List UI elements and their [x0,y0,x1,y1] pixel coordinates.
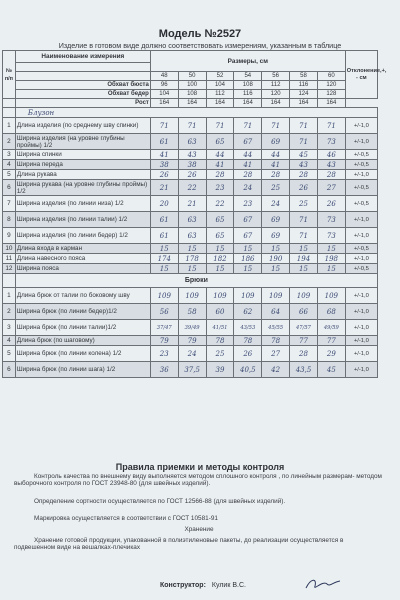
height-value: 164 [178,99,206,108]
row-number: 12 [3,264,16,274]
row-number: 5 [3,170,16,180]
measurement-value: 45 [290,150,318,160]
measurement-value: 15 [150,244,178,254]
tolerance-value: +/-1,0 [345,346,377,362]
bust-value: 120 [317,81,345,90]
blouson-row [3,170,378,180]
measurement-value: 61 [150,212,178,228]
measurement-name: Длина рукава [15,170,150,180]
row-number: 7 [3,196,16,212]
col-header-number: № п/п [3,51,16,99]
height-value: 164 [317,99,345,108]
measurement-value: 190 [262,254,290,264]
trousers-row [3,362,378,378]
row-number: 3 [3,150,16,160]
measurement-value: 182 [206,254,234,264]
tolerance-value: +/-1,0 [345,118,377,134]
measurement-value: 71 [262,118,290,134]
measurement-value: 71 [290,134,318,150]
measurement-value: 15 [290,264,318,274]
measurement-value: 47/57 [290,320,318,336]
measurement-value: 109 [262,288,290,304]
measurement-name: Длина брюк от талии по боковому шву [15,288,150,304]
trousers-row [3,304,378,320]
tolerance-value: +/-0,5 [345,160,377,170]
tolerance-value: +/-0,5 [345,264,377,274]
measurement-value: 71 [290,228,318,244]
blouson-row [3,254,378,264]
measurement-value: 28 [290,346,318,362]
measurement-value: 15 [206,244,234,254]
measurement-name: Ширина изделия (по линии низа) 1/2 [15,196,150,212]
measurement-value: 79 [178,336,206,346]
col-header-tolerance: Отклонение,+, - см [345,51,377,99]
blouson-row [3,244,378,254]
measurement-value: 15 [234,264,262,274]
bust-value: 96 [150,81,178,90]
rules-paragraph-marking: Маркировка осуществляется в соответствии с ГОСТ 10581-91 [34,515,218,522]
hips-value: 120 [262,90,290,99]
measurement-name: Ширина изделия (по линии талии) 1/2 [15,212,150,228]
measurement-value: 109 [178,288,206,304]
measurement-value: 49/59 [317,320,345,336]
tolerance-value: +/-1,0 [345,212,377,228]
blouson-row [3,212,378,228]
measurement-value: 44 [262,150,290,160]
hips-value: 108 [178,90,206,99]
model-title: Модель №2527 [158,28,242,40]
row-number: 2 [3,304,16,320]
measurement-value: 67 [234,134,262,150]
label-hips: Обхват бедер [15,90,150,99]
tolerance-value: +/-1,0 [345,134,377,150]
measurement-value: 62 [234,304,262,320]
measurement-value: 15 [262,264,290,274]
constructor-signature-line [160,582,246,589]
trousers-row [3,320,378,336]
measurement-value: 43/53 [234,320,262,336]
trousers-row [3,346,378,362]
measurement-value: 15 [290,244,318,254]
measurement-value: 26 [178,170,206,180]
measurement-value: 186 [234,254,262,264]
measurements-table [2,50,387,378]
measurement-name: Длина входа в карман [15,244,150,254]
measurement-value: 26 [234,346,262,362]
hips-value: 104 [150,90,178,99]
measurement-value: 69 [262,228,290,244]
measurement-value: 43 [290,160,318,170]
measurement-name: Ширина изделия (на уровне глубины проймы) 1/2 [15,134,150,150]
measurement-value: 77 [290,336,318,346]
measurement-value: 71 [206,118,234,134]
row-number: 1 [3,288,16,304]
blouson-row [3,134,378,150]
measurement-name: Ширина переда [15,160,150,170]
measurement-value: 38 [150,160,178,170]
trousers-row [3,288,378,304]
measurement-name: Длина брюк (по шаговому) [15,336,150,346]
measurement-value: 61 [150,134,178,150]
blouson-row [3,180,378,196]
measurement-value: 77 [317,336,345,346]
measurement-value: 71 [150,118,178,134]
measurement-name: Ширина брюк (по линии шага) 1/2 [15,362,150,378]
measurement-value: 26 [317,196,345,212]
measurement-value: 26 [150,170,178,180]
blouson-row [3,118,378,134]
measurement-value: 29 [317,346,345,362]
measurement-value: 198 [317,254,345,264]
measurement-value: 21 [178,196,206,212]
measurement-value: 15 [178,264,206,274]
height-value: 164 [262,99,290,108]
tolerance-value: +/-1,0 [345,320,377,336]
tolerance-value: +/-1,0 [345,254,377,264]
measurement-value: 60 [206,304,234,320]
measurement-value: 24 [234,180,262,196]
measurement-value: 61 [150,228,178,244]
size-value: 56 [262,72,290,81]
measurement-value: 178 [178,254,206,264]
tolerance-value: +/-1,0 [345,362,377,378]
measurement-value: 69 [262,212,290,228]
storage-title: Хранение [184,526,214,533]
constructor-label: Конструктор: [160,582,206,589]
measurement-value: 44 [206,150,234,160]
row-hips [3,90,378,99]
row-bust [3,81,378,90]
measurement-value: 23 [206,180,234,196]
row-number: 4 [3,160,16,170]
measurement-name: Ширина спинки [15,150,150,160]
measurement-value: 21 [150,180,178,196]
measurement-value: 67 [234,212,262,228]
measurement-value: 40,5 [234,362,262,378]
measurement-value: 194 [290,254,318,264]
measurement-value: 109 [317,288,345,304]
measurement-value: 15 [178,244,206,254]
measurement-value: 15 [234,244,262,254]
section-title-trousers: Брюки [15,274,377,288]
bust-value: 112 [262,81,290,90]
row-number: 6 [3,180,16,196]
measurement-value: 56 [150,304,178,320]
blouson-row [3,196,378,212]
measurement-name: Ширина брюк (по линии бедер)1/2 [15,304,150,320]
measurement-value: 44 [234,150,262,160]
measurement-value: 43 [178,150,206,160]
measurement-value: 71 [290,118,318,134]
tolerance-value: +/-0,5 [345,244,377,254]
measurement-name: Ширина изделия (по линии бедер) 1/2 [15,228,150,244]
measurement-value: 73 [317,134,345,150]
measurement-value: 27 [317,180,345,196]
bust-value: 116 [290,81,318,90]
measurement-value: 64 [262,304,290,320]
size-value: 58 [290,72,318,81]
col-header-sizes: Размеры, см [150,51,345,72]
measurement-value: 39 [206,362,234,378]
row-number: 3 [3,320,16,336]
measurement-value: 65 [206,228,234,244]
row-height [3,99,378,108]
size-value: 50 [178,72,206,81]
measurement-value: 15 [317,244,345,254]
hips-value: 124 [290,90,318,99]
measurement-value: 25 [206,346,234,362]
measurement-value: 27 [262,346,290,362]
measurement-value: 41 [206,160,234,170]
measurement-value: 22 [206,196,234,212]
measurement-value: 28 [290,170,318,180]
tolerance-value: +/-1,0 [345,304,377,320]
measurement-value: 71 [234,118,262,134]
measurement-value: 28 [317,170,345,180]
row-sizes [3,72,378,81]
size-value: 48 [150,72,178,81]
measurement-value: 174 [150,254,178,264]
measurement-value: 41 [262,160,290,170]
size-value: 54 [234,72,262,81]
measurement-value: 63 [178,212,206,228]
document-subtitle: Изделие в готовом виде должно соответствовать измерениям, указанным в таблице [58,41,342,50]
bust-value: 100 [178,81,206,90]
measurement-value: 23 [234,196,262,212]
measurement-name: Ширина брюк (по линии талии)1/2 [15,320,150,336]
measurement-value: 39/49 [178,320,206,336]
rules-title: Правила приемки и методы контроля [115,462,285,472]
measurement-value: 36 [150,362,178,378]
measurement-value: 69 [262,134,290,150]
measurement-value: 109 [234,288,262,304]
signature-icon [303,576,343,592]
measurement-value: 41 [150,150,178,160]
measurement-value: 71 [178,118,206,134]
measurement-value: 37,5 [178,362,206,378]
row-number: 1 [3,118,16,134]
measurement-value: 42 [262,362,290,378]
row-number: 5 [3,346,16,362]
measurement-value: 78 [262,336,290,346]
measurement-value: 43 [317,160,345,170]
measurement-value: 65 [206,134,234,150]
height-value: 164 [290,99,318,108]
measurement-value: 24 [178,346,206,362]
measurement-value: 25 [262,180,290,196]
measurement-value: 15 [262,244,290,254]
row-number: 10 [3,244,16,254]
measurement-value: 67 [234,228,262,244]
col-header-name: Наименование измерения [15,51,150,63]
label-height: Рост [15,99,150,108]
measurement-value: 78 [234,336,262,346]
blouson-row [3,264,378,274]
bust-value: 104 [206,81,234,90]
measurement-value: 78 [206,336,234,346]
row-number: 6 [3,362,16,378]
row-number: 11 [3,254,16,264]
rules-paragraph-quality: Контроль качества по внешнему виду выполняется методом сплошного контроля , по линейным размерам- методом выборочного контроля по ГОСТ 23948-80 (для швейных изделий). [14,473,382,488]
measurement-value: 23 [150,346,178,362]
measurement-name: Длина навесного пояса [15,254,150,264]
measurement-value: 15 [206,264,234,274]
measurement-name: Длина изделия (по среднему шву спинки) [15,118,150,134]
storage-paragraph: Хранение готовой продукции, упакованной в полиэтиленовые пакеты, до реализации осуществляется в подвешенном виде на вешалках-плечиках [14,537,344,552]
hips-value: 112 [206,90,234,99]
measurement-value: 109 [150,288,178,304]
measurement-value: 15 [150,264,178,274]
label-bust: Обхват бюста [15,81,150,90]
measurement-name: Ширина рукава (на уровне глубины проймы) 1/2 [15,180,150,196]
row-number: 4 [3,336,16,346]
measurement-value: 71 [317,118,345,134]
tolerance-value: +/-0,5 [345,150,377,160]
measurement-value: 45 [317,362,345,378]
measurement-value: 37/47 [150,320,178,336]
tolerance-value: +/-1,0 [345,228,377,244]
measurement-value: 109 [206,288,234,304]
measurement-value: 26 [290,180,318,196]
size-value: 60 [317,72,345,81]
tolerance-value: +/-1,0 [345,336,377,346]
measurement-value: 109 [290,288,318,304]
measurement-value: 45/55 [262,320,290,336]
measurement-value: 66 [290,304,318,320]
hips-value: 128 [317,90,345,99]
row-number: 8 [3,212,16,228]
measurement-value: 28 [234,170,262,180]
measurement-value: 24 [262,196,290,212]
constructor-name: Кулик В.С. [211,582,246,589]
blouson-row [3,160,378,170]
row-number: 2 [3,134,16,150]
tolerance-value: +/-1,0 [345,288,377,304]
measurement-value: 63 [178,134,206,150]
blouson-row [3,228,378,244]
rules-paragraph-grade: Определение сортности осуществляется по ГОСТ 12566-88 (для швейных изделий). [34,498,286,505]
hips-value: 116 [234,90,262,99]
measurement-value: 79 [150,336,178,346]
measurement-value: 73 [317,212,345,228]
tolerance-value: +/-1,0 [345,170,377,180]
blouson-row [3,150,378,160]
trousers-row [3,336,378,346]
measurement-value: 25 [290,196,318,212]
measurement-name: Ширина пояса [15,264,150,274]
measurement-value: 65 [206,212,234,228]
measurement-value: 22 [178,180,206,196]
measurement-value: 38 [178,160,206,170]
measurement-value: 15 [317,264,345,274]
measurement-value: 71 [290,212,318,228]
bust-value: 108 [234,81,262,90]
size-value: 52 [206,72,234,81]
height-value: 164 [234,99,262,108]
measurement-value: 41/51 [206,320,234,336]
measurement-value: 68 [317,304,345,320]
measurement-value: 46 [317,150,345,160]
measurement-value: 63 [178,228,206,244]
tolerance-value: +/-0,5 [345,180,377,196]
measurement-name: Ширина брюк (по линии колена) 1/2 [15,346,150,362]
measurement-value: 73 [317,228,345,244]
section-note-blouson: Блузон [15,108,377,118]
measurement-value: 20 [150,196,178,212]
tolerance-value: +/-0,5 [345,196,377,212]
height-value: 164 [150,99,178,108]
measurement-value: 58 [178,304,206,320]
height-value: 164 [206,99,234,108]
measurement-value: 43,5 [290,362,318,378]
row-number: 9 [3,228,16,244]
measurement-value: 28 [262,170,290,180]
measurement-value: 28 [206,170,234,180]
measurement-value: 41 [234,160,262,170]
